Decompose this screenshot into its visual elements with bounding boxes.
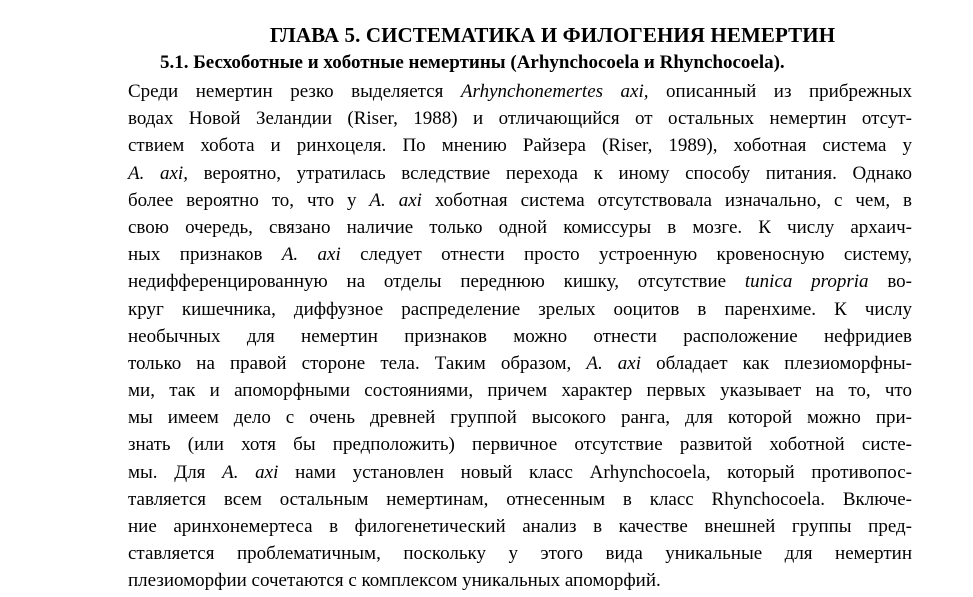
text-line (128, 486, 912, 513)
text-span: Среди немертин резко выделяется (128, 81, 461, 102)
italic-text: A. axi (222, 461, 279, 483)
italic-text: tunica propria (744, 271, 869, 293)
text-span: более вероятно то, что у (128, 189, 370, 211)
text-span: ствием хобота и ринхоцеля. По мнению Райзера (Riser, 1989), хоботная система у (128, 135, 912, 157)
text-span: круг кишечника, диффузное распределение зрелых ооцитов в паренхиме. К числу (128, 298, 912, 320)
text-line (128, 377, 912, 404)
text-line (128, 323, 912, 350)
text-span: обладает как плезиоморфны- (641, 352, 912, 374)
text-line (128, 513, 912, 540)
text-span: плезиоморфии сочетаются с комплексом уникальных апоморфий. (128, 570, 661, 592)
text-line (128, 132, 912, 159)
text-span: ми, так и апоморфными состояниями, причем характер первых указывает на то, что (128, 380, 912, 402)
italic-text: A. axi (281, 244, 341, 266)
text-line (128, 105, 912, 132)
text-span: хоботная система отсутствовала изначально, с чем, в (421, 189, 912, 211)
body-paragraph (128, 78, 912, 595)
text-span: следует отнести просто устроенную кровеносную систему, (340, 244, 912, 266)
text-span: вероятно, утратилась вследствие перехода к иному способу питания. Однако (187, 162, 912, 184)
italic-text: A. axi (369, 189, 422, 211)
text-span: знать (или хотя бы предположить) первичное отсутствие развитой хоботной систе- (128, 434, 912, 456)
italic-text: A. axi, (128, 162, 188, 184)
text-line (128, 241, 912, 268)
text-span: свою очередь, связано наличие только одной комиссуры в мозге. К числу архаич- (128, 216, 912, 238)
text-span: недифференцированную на отделы переднюю кишку, отсутствие (128, 271, 745, 293)
text-line (128, 540, 912, 567)
text-line (128, 350, 912, 377)
text-line (128, 78, 912, 105)
text-span: ставляется проблематичным, поскольку у этого вида уникальные для немертин (128, 543, 912, 565)
text-span: описанный из прибрежных (648, 81, 912, 102)
section-title: 5.1. Бесхоботные и хоботные немертины (Arhynchocoela и Rhynchocoela). (160, 52, 785, 73)
text-span: нами установлен новый класс Arhynchocoela, который противопос- (278, 461, 912, 483)
text-line (128, 404, 912, 431)
text-span: во- (868, 271, 912, 293)
text-line (128, 459, 912, 486)
chapter-title-text: ГЛАВА 5. СИСТЕМАТИКА И ФИЛОГЕНИЯ НЕМЕРТИН (269, 23, 836, 47)
text-span: необычных для немертин признаков можно отнести расположение нефридиев (128, 325, 912, 347)
text-line (128, 160, 912, 187)
text-span: ние аринхонемертеса в филогенетический анализ в качестве внешней группы пред- (128, 516, 912, 537)
text-line (128, 567, 912, 594)
text-line (128, 296, 912, 323)
text-line (128, 187, 912, 214)
text-span: мы имеем дело с очень древней группой высокого ранга, для которой можно при- (128, 407, 912, 429)
text-span: водах Новой Зеландии (Riser, 1988) и отличающийся от остальных немертин отсут- (128, 108, 912, 130)
italic-text: Arhynchonemertes axi, (460, 81, 649, 102)
text-line (128, 214, 912, 241)
chapter-title (0, 22, 973, 48)
text-span: ных признаков (128, 244, 282, 266)
text-span: только на правой стороне тела. Таким образом, (128, 352, 587, 374)
italic-text: A. axi (586, 352, 641, 374)
text-span: мы. Для (128, 461, 223, 483)
text-line (128, 268, 912, 295)
text-line (128, 431, 912, 458)
text-span: тавляется всем остальным немертинам, отнесенным в класс Rhynchocoela. Включе- (128, 488, 912, 510)
